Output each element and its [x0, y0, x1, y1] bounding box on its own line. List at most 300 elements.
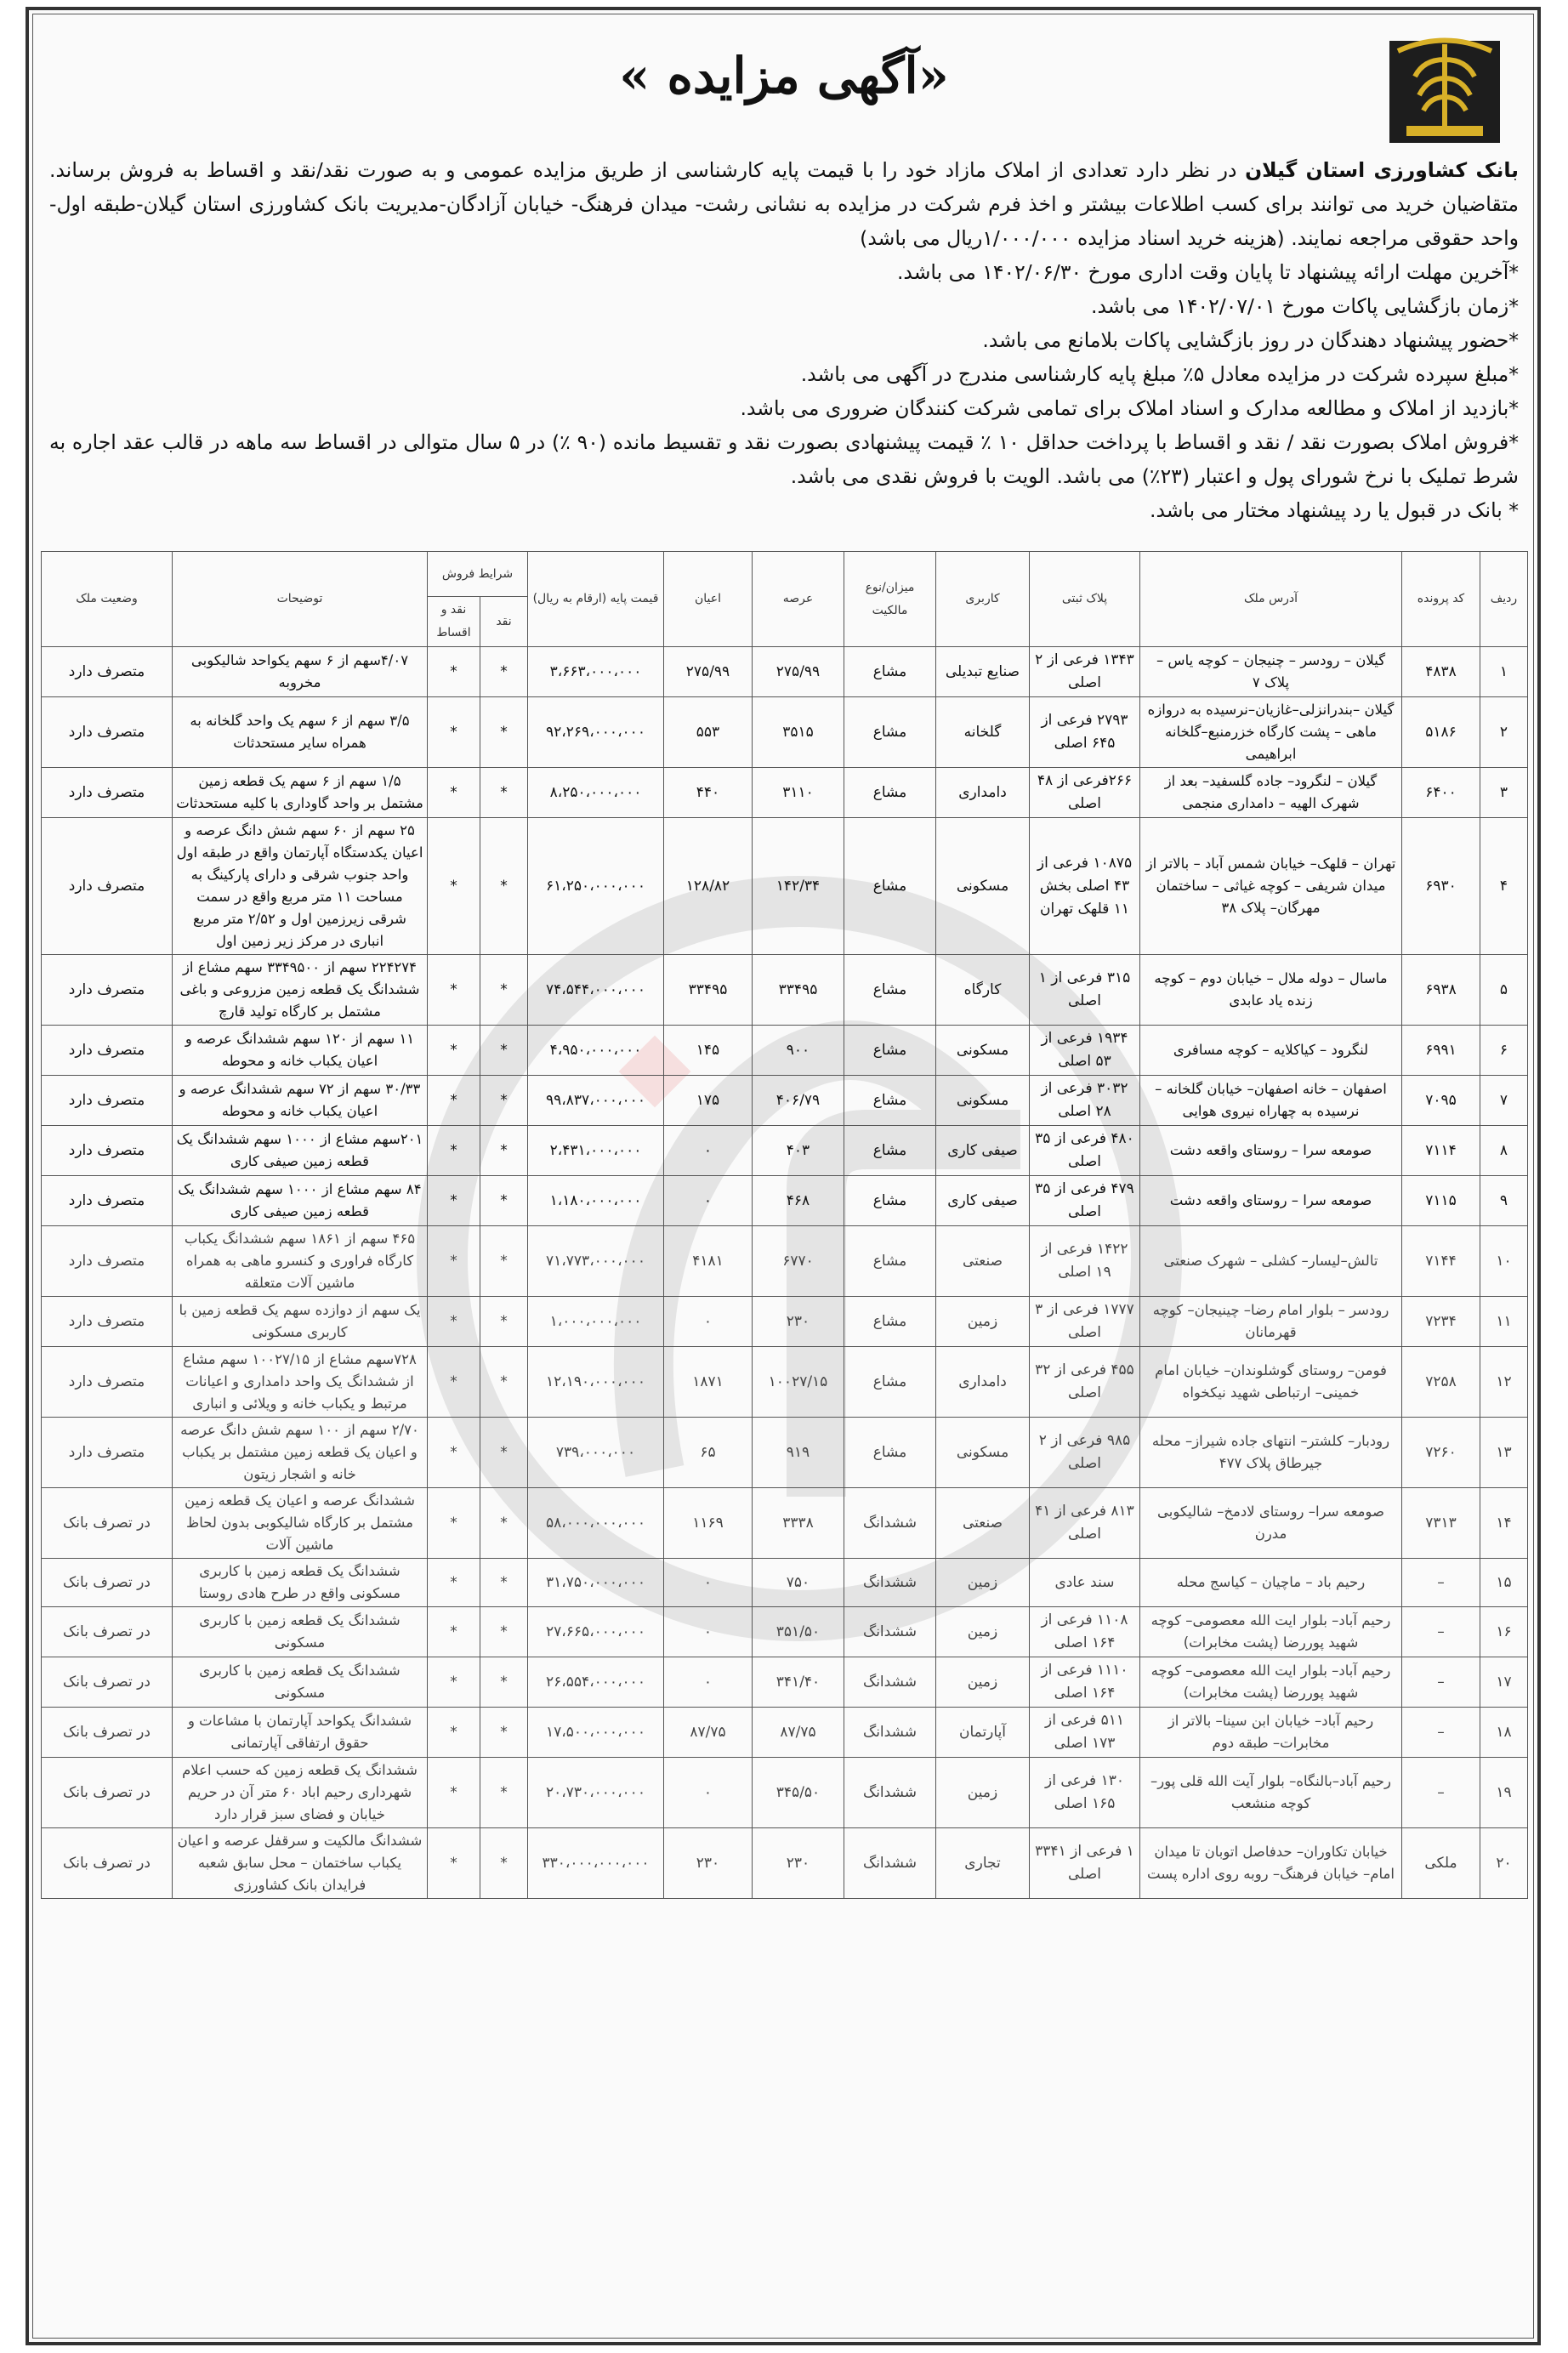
cell-address: رودسر – بلوار امام رضا– چینیجان– کوچه قهرمانان: [1140, 1297, 1402, 1347]
cell-status: متصرف دارد: [42, 1418, 173, 1488]
cell-file-code: ۷۲۵۸: [1402, 1347, 1480, 1418]
cell-area: ۲۳۰: [753, 1828, 844, 1899]
cell-price: ۹۲،۲۶۹،۰۰۰،۰۰۰: [528, 697, 664, 768]
cell-price: ۸،۲۵۰،۰۰۰،۰۰۰: [528, 768, 664, 818]
table-row: [42, 818, 1528, 955]
cell-status: متصرف دارد: [42, 1176, 173, 1226]
cell-address: گیلان – رودسر – چنیجان – کوچه یاس – پلاک ۷: [1140, 647, 1402, 697]
cell-building: ۰: [664, 1657, 753, 1708]
cell-cash: *: [480, 1708, 528, 1758]
cell-plate: ۴۸۰ فرعی از ۳۵ اصلی: [1030, 1126, 1140, 1176]
cell-ownership: مشاع: [844, 955, 936, 1026]
cell-row-number: ۱: [1480, 647, 1528, 697]
cell-cash: *: [480, 697, 528, 768]
cell-usage: کارگاه: [936, 955, 1030, 1026]
cell-description: ۴/۰۷سهم از ۶ سهم یکواحد شالیکوبی مخروبه: [173, 647, 428, 697]
cell-row-number: ۶: [1480, 1026, 1528, 1076]
cell-plate: ۳۱۵ فرعی از ۱ اصلی: [1030, 955, 1140, 1026]
cell-description: ششدانگ یک قطعه زمین که حسب اعلام شهرداری رحیم اباد ۶۰ متر آن در حریم خیابان و فضای سبز قرار دارد: [173, 1758, 428, 1828]
table-row: [42, 1076, 1528, 1126]
cell-address: گیلان –بندرانزلی–غازیان–نرسیده به دروازه ماهی – پشت کارگاه خزرمنبع–گلخانه ابراهیمی: [1140, 697, 1402, 768]
cell-usage: زمین: [936, 1559, 1030, 1607]
cell-price: ۱۲،۱۹۰،۰۰۰،۰۰۰: [528, 1347, 664, 1418]
cell-file-code: ۶۹۳۰: [1402, 818, 1480, 955]
header-ownership: میزان/نوع مالکیت: [844, 552, 936, 647]
cell-status: در تصرف بانک: [42, 1708, 173, 1758]
cell-file-code: –: [1402, 1559, 1480, 1607]
cell-cash: *: [480, 647, 528, 697]
cell-row-number: ۱۳: [1480, 1418, 1528, 1488]
cell-usage: صیفی کاری: [936, 1176, 1030, 1226]
table-row: [42, 955, 1528, 1026]
cell-building: ۲۳۰: [664, 1828, 753, 1899]
table-row: [42, 1176, 1528, 1226]
cell-price: ۴،۹۵۰،۰۰۰،۰۰۰: [528, 1026, 664, 1076]
cell-building: ۸۷/۷۵: [664, 1708, 753, 1758]
cell-ownership: ششدانگ: [844, 1607, 936, 1657]
cell-cash: *: [480, 1488, 528, 1559]
cell-ownership: مشاع: [844, 1026, 936, 1076]
cell-file-code: ۶۹۳۸: [1402, 955, 1480, 1026]
cell-building: ۱۱۶۹: [664, 1488, 753, 1559]
cell-area: ۱۰۰۲۷/۱۵: [753, 1347, 844, 1418]
table-row: [42, 697, 1528, 768]
header-usage: کاربری: [936, 552, 1030, 647]
cell-cash-installment: *: [428, 1758, 480, 1828]
cell-usage: زمین: [936, 1297, 1030, 1347]
cell-row-number: ۲: [1480, 697, 1528, 768]
cell-status: در تصرف بانک: [42, 1559, 173, 1607]
cell-ownership: ششدانگ: [844, 1488, 936, 1559]
cell-cash-installment: *: [428, 1176, 480, 1226]
header-row: ردیف: [1480, 552, 1528, 647]
cell-file-code: –: [1402, 1657, 1480, 1708]
header-price: قیمت پایه (ارقام به ریال): [528, 552, 664, 647]
cell-plate: ۱ فرعی از ۳۳۴۱ اصلی: [1030, 1828, 1140, 1899]
cell-description: ششدانگ یک قطعه زمین با کاربری مسکونی: [173, 1657, 428, 1708]
cell-cash: *: [480, 1828, 528, 1899]
cell-description: ۲۲۴۲۷۴ سهم از ۳۳۴۹۵۰۰ سهم مشاع از ششدانگ یک قطعه زمین مزروعی و باغی مشتمل بر کارگاه تولید قارچ: [173, 955, 428, 1026]
cell-cash: *: [480, 1076, 528, 1126]
cell-file-code: ۶۴۰۰: [1402, 768, 1480, 818]
cell-ownership: مشاع: [844, 768, 936, 818]
cell-row-number: ۱۲: [1480, 1347, 1528, 1418]
cell-description: ششدانگ مالکیت و سرقفل عرصه و اعیان یکباب ساختمان – محل سابق شعبه فرایدان بانک کشاورزی: [173, 1828, 428, 1899]
intro-body: در نظر دارد تعدادی از املاک مازاد خود را با قیمت پایه کارشناسی از طریق مزایده عمومی و به صورت نقد/نقد و اقساط به فروش برساند. متقاضیان خرید می توانند برای کسب اطلاعات بیشتر و اخذ فرم شرکت در مزایده به نشانی رشت- میدان فرهنگ- خیابان آزادگان-مدیریت بانک کشاورزی استان گیلان-طبقه اول- واحد حقوقی مراجعه نمایند. (هزینه خرید اسناد مزایده ۱/۰۰۰/۰۰۰ریال می باشد): [49, 158, 1519, 250]
cell-cash-installment: *: [428, 1418, 480, 1488]
cell-address: رحیم آباد– خیابان ابن سینا– بالاتر از مخابرات– طبقه دوم: [1140, 1708, 1402, 1758]
cell-plate: ۱۳۴۳ فرعی از ۲ اصلی: [1030, 647, 1140, 697]
cell-cash-installment: *: [428, 818, 480, 955]
table-row: [42, 768, 1528, 818]
cell-status: متصرف دارد: [42, 1347, 173, 1418]
cell-cash-installment: *: [428, 1347, 480, 1418]
cell-usage: تجاری: [936, 1828, 1030, 1899]
table-row: [42, 1708, 1528, 1758]
cell-usage: صنعتی: [936, 1226, 1030, 1297]
cell-cash: *: [480, 1347, 528, 1418]
cell-usage: صنایع تبدیلی: [936, 647, 1030, 697]
cell-cash-installment: *: [428, 955, 480, 1026]
cell-usage: زمین: [936, 1758, 1030, 1828]
cell-price: ۷۴،۵۴۴،۰۰۰،۰۰۰: [528, 955, 664, 1026]
cell-ownership: ششدانگ: [844, 1828, 936, 1899]
cell-row-number: ۵: [1480, 955, 1528, 1026]
cell-cash-installment: *: [428, 1559, 480, 1607]
bullet-bank-right: * بانک در قبول یا رد پیشنهاد مختار می باشد.: [1150, 498, 1519, 522]
cell-row-number: ۱۵: [1480, 1559, 1528, 1607]
cell-status: متصرف دارد: [42, 1126, 173, 1176]
cell-price: ۱،۱۸۰،۰۰۰،۰۰۰: [528, 1176, 664, 1226]
cell-file-code: ۵۱۸۶: [1402, 697, 1480, 768]
cell-price: ۷۳۹،۰۰۰،۰۰۰: [528, 1418, 664, 1488]
cell-ownership: ششدانگ: [844, 1657, 936, 1708]
cell-area: ۳۴۵/۵۰: [753, 1758, 844, 1828]
header-description: توضیحات: [173, 552, 428, 647]
cell-description: ششدانگ عرصه و اعیان یک قطعه زمین مشتمل بر کارگاه شالیکوبی بدون لحاظ ماشین آلات: [173, 1488, 428, 1559]
cell-cash: *: [480, 1126, 528, 1176]
cell-cash-installment: *: [428, 1226, 480, 1297]
cell-area: ۳۵۱/۵۰: [753, 1607, 844, 1657]
cell-file-code: ۶۹۹۱: [1402, 1026, 1480, 1076]
cell-ownership: مشاع: [844, 1126, 936, 1176]
cell-address: صومعه سرا– روستای لادمخ– شالیکوبی مدرن: [1140, 1488, 1402, 1559]
cell-price: ۳۱،۷۵۰،۰۰۰،۰۰۰: [528, 1559, 664, 1607]
cell-description: ششدانگ یک قطعه زمین با کاربری مسکونی واقع در طرح هادی روستا: [173, 1559, 428, 1607]
cell-description: ۲۵ سهم از ۶۰ سهم شش دانگ عرصه و اعیان یکدستگاه آپارتمان واقع در طبقه اول واحد جنوب شرقی و دارای پارکینگ به مساحت ۱۱ متر مربع واقع در سمت شرقی زیرزمین اول و ۲/۵۲ متر مربع انباری در مرکز زیر زمین اول: [173, 818, 428, 955]
table-row: [42, 1226, 1528, 1297]
cell-row-number: ۹: [1480, 1176, 1528, 1226]
cell-cash: *: [480, 1226, 528, 1297]
cell-building: ۰: [664, 1176, 753, 1226]
cell-status: در تصرف بانک: [42, 1758, 173, 1828]
cell-ownership: مشاع: [844, 1347, 936, 1418]
bullet-deadline: *آخرین مهلت ارائه پیشنهاد تا پایان وقت اداری مورخ ۱۴۰۲/۰۶/۳۰ می باشد.: [896, 260, 1519, 284]
cell-cash: *: [480, 1758, 528, 1828]
cell-row-number: ۷: [1480, 1076, 1528, 1126]
cell-address: رحیم آباد– بلوار ایت الله معصومی– کوچه شهید پوررضا (پشت مخابرات): [1140, 1607, 1402, 1657]
cell-area: ۴۰۶/۷۹: [753, 1076, 844, 1126]
cell-row-number: ۱۴: [1480, 1488, 1528, 1559]
cell-cash: *: [480, 768, 528, 818]
cell-plate: ۲۶۶فرعی از ۴۸ اصلی: [1030, 768, 1140, 818]
cell-building: ۰: [664, 1559, 753, 1607]
cell-plate: ۱۰۸۷۵ فرعی از ۴۳ اصلی بخش ۱۱ قلهک تهران: [1030, 818, 1140, 955]
cell-address: اصفهان – خانه اصفهان– خیابان گلخانه –نرسیده به چهاراه نیروی هوایی: [1140, 1076, 1402, 1126]
table-row: [42, 1559, 1528, 1607]
cell-file-code: ملکی: [1402, 1828, 1480, 1899]
table-row: [42, 1758, 1528, 1828]
cell-price: ۲،۴۳۱،۰۰۰،۰۰۰: [528, 1126, 664, 1176]
cell-cash-installment: *: [428, 1126, 480, 1176]
table-row: [42, 1026, 1528, 1076]
cell-description: ۴۶۵ سهم از ۱۸۶۱ سهم ششدانگ یکباب کارگاه فراوری و کنسرو ماهی به همراه ماشین آلات متعلقه: [173, 1226, 428, 1297]
cell-file-code: ۷۲۳۴: [1402, 1297, 1480, 1347]
cell-ownership: مشاع: [844, 1176, 936, 1226]
cell-ownership: مشاع: [844, 647, 936, 697]
cell-area: ۳۵۱۵: [753, 697, 844, 768]
cell-plate: ۱۴۲۲ فرعی از ۱۹ اصلی: [1030, 1226, 1140, 1297]
cell-usage: دامداری: [936, 1347, 1030, 1418]
cell-plate: ۵۱۱ فرعی از ۱۷۳ اصلی: [1030, 1708, 1140, 1758]
properties-table: [41, 551, 1528, 1899]
cell-address: تالش–لیسار– کشلی – شهرک صنعتی: [1140, 1226, 1402, 1297]
cell-row-number: ۳: [1480, 768, 1528, 818]
cell-building: ۰: [664, 1126, 753, 1176]
cell-usage: مسکونی: [936, 1026, 1030, 1076]
cell-row-number: ۱۶: [1480, 1607, 1528, 1657]
cell-building: ۳۳۴۹۵: [664, 955, 753, 1026]
cell-status: متصرف دارد: [42, 1297, 173, 1347]
cell-area: ۱۴۲/۳۴: [753, 818, 844, 955]
cell-area: ۳۳۴۹۵: [753, 955, 844, 1026]
cell-row-number: ۱۸: [1480, 1708, 1528, 1758]
intro-paragraph: [49, 153, 1519, 255]
cell-usage: مسکونی: [936, 1076, 1030, 1126]
cell-status: متصرف دارد: [42, 647, 173, 697]
cell-address: لنگرود – کیاکلایه – کوچه مسافری: [1140, 1026, 1402, 1076]
cell-price: ۲۶،۵۵۴،۰۰۰،۰۰۰: [528, 1657, 664, 1708]
cell-status: متصرف دارد: [42, 768, 173, 818]
cell-area: ۲۷۵/۹۹: [753, 647, 844, 697]
cell-cash: *: [480, 955, 528, 1026]
bullet-visit: *بازدید از املاک و مطالعه مدارک و اسناد املاک برای تمامی شرکت کنندگان ضروری می باشد.: [740, 396, 1519, 420]
cell-row-number: ۲۰: [1480, 1828, 1528, 1899]
cell-building: ۱۸۷۱: [664, 1347, 753, 1418]
cell-status: متصرف دارد: [42, 1026, 173, 1076]
cell-address: گیلان – لنگرود– جاده گلسفید– بعد از شهرک الهیه – دامداری منجمی: [1140, 768, 1402, 818]
cell-file-code: ۷۰۹۵: [1402, 1076, 1480, 1126]
cell-plate: ۸۱۳ فرعی از ۴۱ اصلی: [1030, 1488, 1140, 1559]
cell-status: در تصرف بانک: [42, 1828, 173, 1899]
cell-description: ۲/۷۰ سهم از ۱۰۰ سهم شش دانگ عرصه و اعیان یک قطعه زمین مشتمل بر یکباب خانه و اشجار زیتون: [173, 1418, 428, 1488]
cell-ownership: مشاع: [844, 818, 936, 955]
cell-ownership: ششدانگ: [844, 1559, 936, 1607]
cell-description: ۳۰/۳۳ سهم از ۷۲ سهم ششدانگ عرصه و اعیان یکباب خانه و محوطه: [173, 1076, 428, 1126]
cell-area: ۴۰۳: [753, 1126, 844, 1176]
cell-building: ۱۴۵: [664, 1026, 753, 1076]
cell-plate: ۴۷۹ فرعی از ۳۵ اصلی: [1030, 1176, 1140, 1226]
cell-cash-installment: *: [428, 697, 480, 768]
cell-cash-installment: *: [428, 1657, 480, 1708]
cell-building: ۶۵: [664, 1418, 753, 1488]
cell-cash-installment: *: [428, 647, 480, 697]
table-body: [42, 647, 1528, 1899]
cell-address: ماسال – دوله ملال – خیابان دوم – کوچه زنده یاد عابدی: [1140, 955, 1402, 1026]
cell-price: ۲۷،۶۶۵،۰۰۰،۰۰۰: [528, 1607, 664, 1657]
cell-price: ۷۱،۷۷۳،۰۰۰،۰۰۰: [528, 1226, 664, 1297]
page-title: «آگهی مزایده »: [619, 47, 949, 105]
table-row: [42, 1607, 1528, 1657]
cell-usage: صیفی کاری: [936, 1126, 1030, 1176]
cell-area: ۷۵۰: [753, 1559, 844, 1607]
cell-ownership: مشاع: [844, 1226, 936, 1297]
cell-plate: ۱۳۰ فرعی از ۱۶۵ اصلی: [1030, 1758, 1140, 1828]
cell-cash-installment: *: [428, 1828, 480, 1899]
cell-ownership: مشاع: [844, 1418, 936, 1488]
cell-cash: *: [480, 1026, 528, 1076]
header-cash-installment: نقد و اقساط: [428, 597, 480, 647]
cell-price: ۱،۰۰۰،۰۰۰،۰۰۰: [528, 1297, 664, 1347]
cell-building: ۴۱۸۱: [664, 1226, 753, 1297]
header-code: کد پرونده: [1402, 552, 1480, 647]
table-row: [42, 1126, 1528, 1176]
cell-ownership: مشاع: [844, 1076, 936, 1126]
cell-building: ۱۲۸/۸۲: [664, 818, 753, 955]
cell-price: ۳۳۰،۰۰۰،۰۰۰،۰۰۰: [528, 1828, 664, 1899]
cell-address: رحیم آباد–بالنگاه– بلوار آیت الله قلی پور– کوچه منشعب: [1140, 1758, 1402, 1828]
cell-area: ۳۳۳۸: [753, 1488, 844, 1559]
cell-status: متصرف دارد: [42, 818, 173, 955]
cell-cash-installment: *: [428, 1708, 480, 1758]
cell-building: ۱۷۵: [664, 1076, 753, 1126]
cell-ownership: مشاع: [844, 697, 936, 768]
header-cash: نقد: [480, 597, 528, 647]
cell-plate: ۴۵۵ فرعی از ۳۲ اصلی: [1030, 1347, 1140, 1418]
cell-row-number: ۴: [1480, 818, 1528, 955]
cell-file-code: ۷۲۶۰: [1402, 1418, 1480, 1488]
bullet-attendance: *حضور پیشنهاد دهندگان در روز بازگشایی پاکات بلامانع می باشد.: [982, 328, 1519, 352]
cell-usage: زمین: [936, 1607, 1030, 1657]
cell-cash: *: [480, 1418, 528, 1488]
cell-usage: دامداری: [936, 768, 1030, 818]
cell-cash-installment: *: [428, 1488, 480, 1559]
cell-usage: آپارتمان: [936, 1708, 1030, 1758]
cell-building: ۲۷۵/۹۹: [664, 647, 753, 697]
cell-address: فومن– روستای گوشلوندان– خیابان امام خمینی– ارتباطی شهید نیکخواه: [1140, 1347, 1402, 1418]
cell-file-code: ۷۱۴۴: [1402, 1226, 1480, 1297]
table-row: [42, 1657, 1528, 1708]
cell-address: رودبار– کلشتر– انتهای جاده شیراز– محله جیرطاق پلاک ۴۷۷: [1140, 1418, 1402, 1488]
cell-description: ۲۰۱سهم مشاع از ۱۰۰۰ سهم ششدانگ یک قطعه زمین صیفی کاری: [173, 1126, 428, 1176]
cell-usage: صنعتی: [936, 1488, 1030, 1559]
cell-usage: گلخانه: [936, 697, 1030, 768]
header-address: آدرس ملک: [1140, 552, 1402, 647]
cell-cash-installment: *: [428, 1607, 480, 1657]
header-sale-terms: شرایط فروش: [428, 552, 528, 597]
cell-plate: ۳۰۳۲ فرعی از ۲۸ اصلی: [1030, 1076, 1140, 1126]
cell-area: ۳۴۱/۴۰: [753, 1657, 844, 1708]
cell-cash-installment: *: [428, 1297, 480, 1347]
cell-building: ۴۴۰: [664, 768, 753, 818]
cell-building: ۵۵۳: [664, 697, 753, 768]
cell-description: یک سهم از دوازده سهم یک قطعه زمین با کاربری مسکونی: [173, 1297, 428, 1347]
cell-area: ۳۱۱۰: [753, 768, 844, 818]
cell-cash-installment: *: [428, 1076, 480, 1126]
bank-name: بانک کشاورزی استان گیلان: [1245, 158, 1520, 182]
cell-file-code: ۷۱۱۴: [1402, 1126, 1480, 1176]
cell-usage: زمین: [936, 1657, 1030, 1708]
cell-area: ۹۱۹: [753, 1418, 844, 1488]
cell-row-number: ۸: [1480, 1126, 1528, 1176]
cell-price: ۱۷،۵۰۰،۰۰۰،۰۰۰: [528, 1708, 664, 1758]
table-row: [42, 1828, 1528, 1899]
cell-plate: ۱۹۳۴ فرعی از ۵۳ اصلی: [1030, 1026, 1140, 1076]
cell-plate: ۱۱۰۸ فرعی از ۱۶۴ اصلی: [1030, 1607, 1140, 1657]
cell-cash: *: [480, 1657, 528, 1708]
cell-area: ۹۰۰: [753, 1026, 844, 1076]
cell-description: ششدانگ یکواحد آپارتمان با مشاعات و حقوق ارتفاقی آپارتمانی: [173, 1708, 428, 1758]
cell-ownership: ششدانگ: [844, 1708, 936, 1758]
cell-area: ۶۷۷۰: [753, 1226, 844, 1297]
header-area: عرصه: [753, 552, 844, 647]
cell-status: متصرف دارد: [42, 1076, 173, 1126]
cell-description: ششدانگ یک قطعه زمین با کاربری مسکونی: [173, 1607, 428, 1657]
cell-address: تهران – قلهک– خیابان شمس آباد – بالاتر از میدان شریفی – کوچه غیاثی – ساختمان مهرگان– پلاک ۳۸: [1140, 818, 1402, 955]
table-row: [42, 1418, 1528, 1488]
cell-description: ۱/۵ سهم از ۶ سهم یک قطعه زمین مشتمل بر واحد گاوداری با کلیه مستحدثات: [173, 768, 428, 818]
header-status: وضعیت ملک: [42, 552, 173, 647]
cell-row-number: ۱۹: [1480, 1758, 1528, 1828]
cell-file-code: ۴۸۳۸: [1402, 647, 1480, 697]
cell-price: ۵۸،۰۰۰،۰۰۰،۰۰۰: [528, 1488, 664, 1559]
cell-status: متصرف دارد: [42, 1226, 173, 1297]
cell-cash-installment: *: [428, 768, 480, 818]
cell-row-number: ۱۰: [1480, 1226, 1528, 1297]
cell-price: ۳،۶۶۳،۰۰۰،۰۰۰: [528, 647, 664, 697]
cell-plate: ۹۸۵ فرعی از ۲ اصلی: [1030, 1418, 1140, 1488]
header-building: اعیان: [664, 552, 753, 647]
cell-area: ۲۳۰: [753, 1297, 844, 1347]
cell-address: خیابان تکاوران– حدفاصل اتوبان تا میدان امام– خیابان فرهنگ– روبه روی اداره پست: [1140, 1828, 1402, 1899]
cell-file-code: ۷۳۱۳: [1402, 1488, 1480, 1559]
bullet-deposit: *مبلغ سپرده شرکت در مزایده معادل ۵٪ مبلغ پایه کارشناسی مندرج در آگهی می باشد.: [800, 362, 1519, 386]
cell-area: ۴۶۸: [753, 1176, 844, 1226]
cell-price: ۶۱،۲۵۰،۰۰۰،۰۰۰: [528, 818, 664, 955]
cell-address: رحیم باد – ماچیان – کیاسج محله: [1140, 1559, 1402, 1607]
cell-status: در تصرف بانک: [42, 1488, 173, 1559]
cell-plate: ۱۷۷۷ فرعی از ۳ اصلی: [1030, 1297, 1140, 1347]
cell-row-number: ۱۷: [1480, 1657, 1528, 1708]
cell-building: ۰: [664, 1297, 753, 1347]
cell-file-code: –: [1402, 1607, 1480, 1657]
cell-cash: *: [480, 1607, 528, 1657]
cell-address: رحیم آباد– بلوار ایت الله معصومی– کوچه شهید پوررضا (پشت مخابرات): [1140, 1657, 1402, 1708]
cell-cash: *: [480, 1176, 528, 1226]
cell-description: ۳/۵ سهم از ۶ سهم یک واحد گلخانه به همراه سایر مستحدثات: [173, 697, 428, 768]
table-row: [42, 647, 1528, 697]
table-row: [42, 1297, 1528, 1347]
cell-price: ۲۰،۷۳۰،۰۰۰،۰۰۰: [528, 1758, 664, 1828]
cell-usage: مسکونی: [936, 1418, 1030, 1488]
cell-price: ۹۹،۸۳۷،۰۰۰،۰۰۰: [528, 1076, 664, 1126]
cell-building: ۰: [664, 1758, 753, 1828]
cell-building: ۰: [664, 1607, 753, 1657]
cell-file-code: ۷۱۱۵: [1402, 1176, 1480, 1226]
cell-description: ۷۲۸سهم مشاع از ۱۰۰۲۷/۱۵ سهم مشاع از ششدانگ یک واحد دامداری و اعیانات مرتبط و یکباب خانه و ویلائی و انباری: [173, 1347, 428, 1418]
table-row: [42, 1488, 1528, 1559]
bullet-opening-date: *زمان بازگشایی پاکات مورخ ۱۴۰۲/۰۷/۰۱ می باشد.: [1090, 294, 1519, 318]
cell-plate: ۱۱۱۰ فرعی از ۱۶۴ اصلی: [1030, 1657, 1140, 1708]
cell-ownership: مشاع: [844, 1297, 936, 1347]
cell-usage: مسکونی: [936, 818, 1030, 955]
cell-address: صومعه سرا – روستای واقعه دشت: [1140, 1126, 1402, 1176]
cell-ownership: ششدانگ: [844, 1758, 936, 1828]
cell-status: در تصرف بانک: [42, 1657, 173, 1708]
cell-cash: *: [480, 1297, 528, 1347]
cell-cash-installment: *: [428, 1026, 480, 1076]
header-plate: پلاک ثبتی: [1030, 552, 1140, 647]
cell-address: صومعه سرا – روستای واقعه دشت: [1140, 1176, 1402, 1226]
cell-area: ۸۷/۷۵: [753, 1708, 844, 1758]
table-row: [42, 1347, 1528, 1418]
intro-text: [49, 153, 1519, 527]
cell-file-code: –: [1402, 1758, 1480, 1828]
bullet-payment-terms: *فروش املاک بصورت نقد / نقد و اقساط با پرداخت حداقل ۱۰ ٪ قیمت پیشنهادی بصورت نقد و تقسیط مانده (۹۰ ٪) در ۵ سال متوالی در اقساط سه ماهه در قالب عقد اجاره به شرط تملیک با نرخ شورای پول و اعتبار (۲۳٪) می باشد. الویت با فروش نقدی می باشد.: [49, 430, 1520, 488]
cell-description: ۸۴ سهم مشاع از ۱۰۰۰ سهم ششدانگ یک قطعه زمین صیفی کاری: [173, 1176, 428, 1226]
cell-status: در تصرف بانک: [42, 1607, 173, 1657]
cell-status: متصرف دارد: [42, 697, 173, 768]
